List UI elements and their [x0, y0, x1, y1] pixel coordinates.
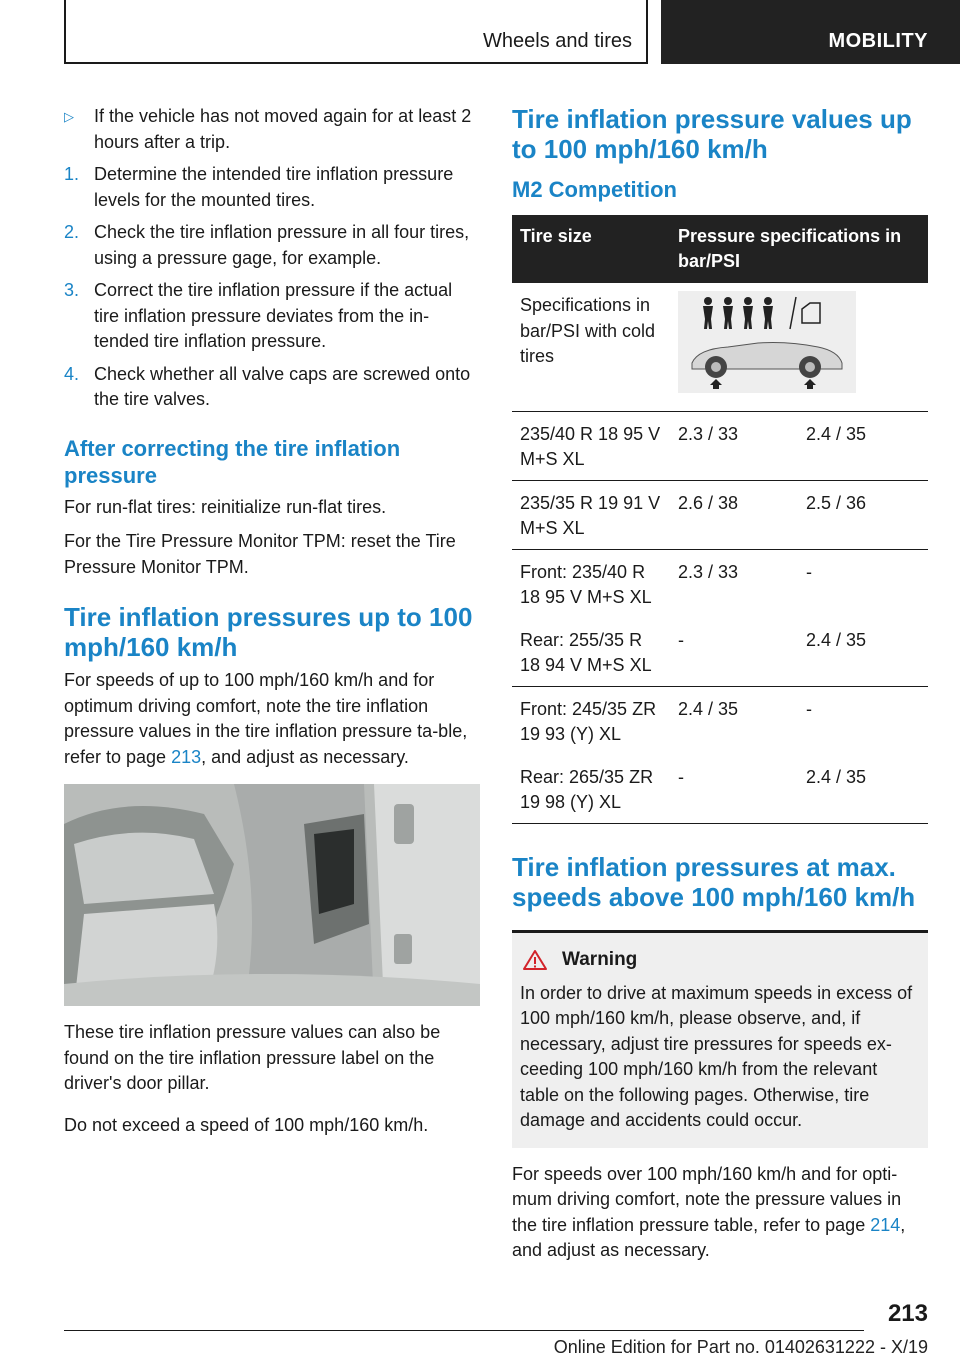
intro-text-end: , and adjust as necessary. [201, 746, 409, 767]
tire-size-cell: 235/40 R 18 95 V M+S XL [512, 411, 670, 480]
chapter-title: MOBILITY [828, 30, 928, 52]
tire-size-cell: Front: 245/35 ZR 19 93 (Y) XL [520, 698, 657, 744]
step-number: 3. [64, 280, 80, 300]
warning-icon [522, 949, 548, 971]
tpm-paragraph: For the Tire Pressure Monitor TPM: reset the Tire Pressure Monitor TPM. [64, 531, 456, 577]
warning-header [520, 949, 920, 971]
pressure-partial-cell: 2.6 / 38 [670, 480, 798, 549]
closing-text-end: , and adjust as necessary. [512, 1214, 906, 1260]
tire-size-cell: Front: 235/40 R 18 95 V M+S XL [520, 561, 652, 607]
table-header-row [512, 215, 928, 283]
table-row [512, 411, 928, 480]
left-column [64, 104, 480, 1147]
load-diagram-cell [670, 283, 928, 411]
table-row [512, 755, 928, 824]
caption-2: Do not exceed a speed of 100 mph/160 km/h. [64, 1114, 429, 1135]
pressure-table [512, 215, 928, 824]
closing-paragraph [512, 1162, 928, 1264]
step-text: Check whether all valve caps are screwed onto the tire valves. [94, 363, 471, 409]
tire-size-cell: 235/35 R 19 91 V M+S XL [512, 480, 670, 549]
page-header [64, 0, 960, 66]
warning-text: In order to drive at maximum speeds in excess of 100 mph/160 km/h, please observe, and, if necessary, adjust tire pressures for speeds ex-ceeding 100 mph/160 km/h from the relevant table on the following pages. Otherwise, tire damage and accidents could occur. [520, 982, 913, 1130]
footer-rule [64, 1330, 864, 1331]
pressure-partial-cell: 2.3 / 33 [678, 561, 739, 582]
pressure-full-cell: 2.4 / 35 [798, 411, 928, 480]
step-number: 2. [64, 222, 80, 242]
step-item [64, 162, 480, 213]
vehicle-load-diagram-icon [678, 291, 856, 393]
table-row [512, 686, 928, 755]
page-number: 213 [887, 1300, 928, 1327]
pressure-partial-cell: 2.4 / 35 [678, 698, 739, 719]
pressure-full-cell: - [806, 698, 812, 719]
intro-text: For speeds of up to 100 mph/160 km/h and for optimum driving comfort, note the tire inflation pressure values in the tire inflation pressure ta-ble, refer to page [64, 670, 468, 767]
intro-paragraph [64, 668, 480, 770]
col-tire-size: Tire size [512, 215, 670, 283]
door-pillar-photo [64, 784, 480, 1006]
caption-1: These tire inflation pressure values can also be found on the tire inflation pressure label on the driver's door pillar. [64, 1022, 441, 1093]
right-column [512, 104, 928, 1273]
after-correcting-heading: After correcting the tire inflation pressure [64, 435, 401, 488]
step-text: Correct the tire inflation pressure if the actual tire inflation pressure deviates from the in-tended tire inflation pressure. [94, 280, 453, 351]
tire-size-cell: Rear: 265/35 ZR 19 98 (Y) XL [512, 755, 670, 824]
step-text: Check the tire inflation pressure in all four tires, using a pressure gage, for example. [94, 222, 470, 268]
col-pressure-specs: Pressure specifications in bar/PSI [670, 215, 928, 283]
closing-text: For speeds over 100 mph/160 km/h and for opti-mum driving comfort, note the pressure values in the tire inflation pressure table, refer to page [512, 1163, 902, 1235]
step-item [64, 278, 480, 355]
pressure-partial-cell: 2.3 / 33 [670, 411, 798, 480]
step-item [64, 220, 480, 271]
pressure-partial-cell: - [670, 618, 798, 687]
section-heading-max-speeds: Tire inflation pressures at max. speeds above 100 mph/160 km/h [512, 851, 916, 912]
model-heading: M2 Competition [512, 177, 677, 202]
step-text: Determine the intended tire inflation pressure levels for the mounted tires. [94, 164, 454, 210]
pressure-full-cell: 2.4 / 35 [798, 618, 928, 687]
pressure-full-cell: 2.4 / 35 [798, 755, 928, 824]
table-row [512, 480, 928, 549]
footer-text: Online Edition for Part no. 01402631222 - X/19 [553, 1337, 928, 1357]
pressure-partial-cell: - [670, 755, 798, 824]
run-flat-paragraph: For run-flat tires: reinitialize run-flat tires. [64, 496, 387, 517]
pressure-full-cell: 2.5 / 36 [798, 480, 928, 549]
warning-box [512, 930, 928, 1148]
bullet-item [64, 104, 480, 155]
step-item [64, 362, 480, 413]
step-number: 1. [64, 164, 80, 184]
bullet-text: If the vehicle has not moved again for at least 2 hours after a trip. [94, 106, 472, 152]
triangle-bullet-icon: ▷ [64, 109, 74, 124]
pressure-full-cell: - [806, 561, 812, 582]
spec-label: Specifications in bar/PSI with cold tires [512, 283, 670, 411]
section-heading-values: Tire inflation pressure values up to 100 mph/160 km/h [512, 104, 912, 164]
tire-size-cell: Rear: 255/35 R 18 94 V M+S XL [512, 618, 670, 687]
step-number: 4. [64, 363, 80, 384]
section-tab [64, 0, 648, 64]
section-heading-up-to-100: Tire inflation pressures up to 100 mph/160 km/h [64, 602, 473, 662]
table-row [512, 618, 928, 687]
warning-title: Warning [562, 948, 638, 970]
table-row [512, 549, 928, 618]
page-link-214[interactable]: 214 [870, 1214, 901, 1235]
section-title: Wheels and tires [483, 30, 632, 52]
spec-row [512, 283, 928, 411]
chapter-tab [661, 0, 960, 64]
page-link-213[interactable]: 213 [171, 746, 202, 767]
